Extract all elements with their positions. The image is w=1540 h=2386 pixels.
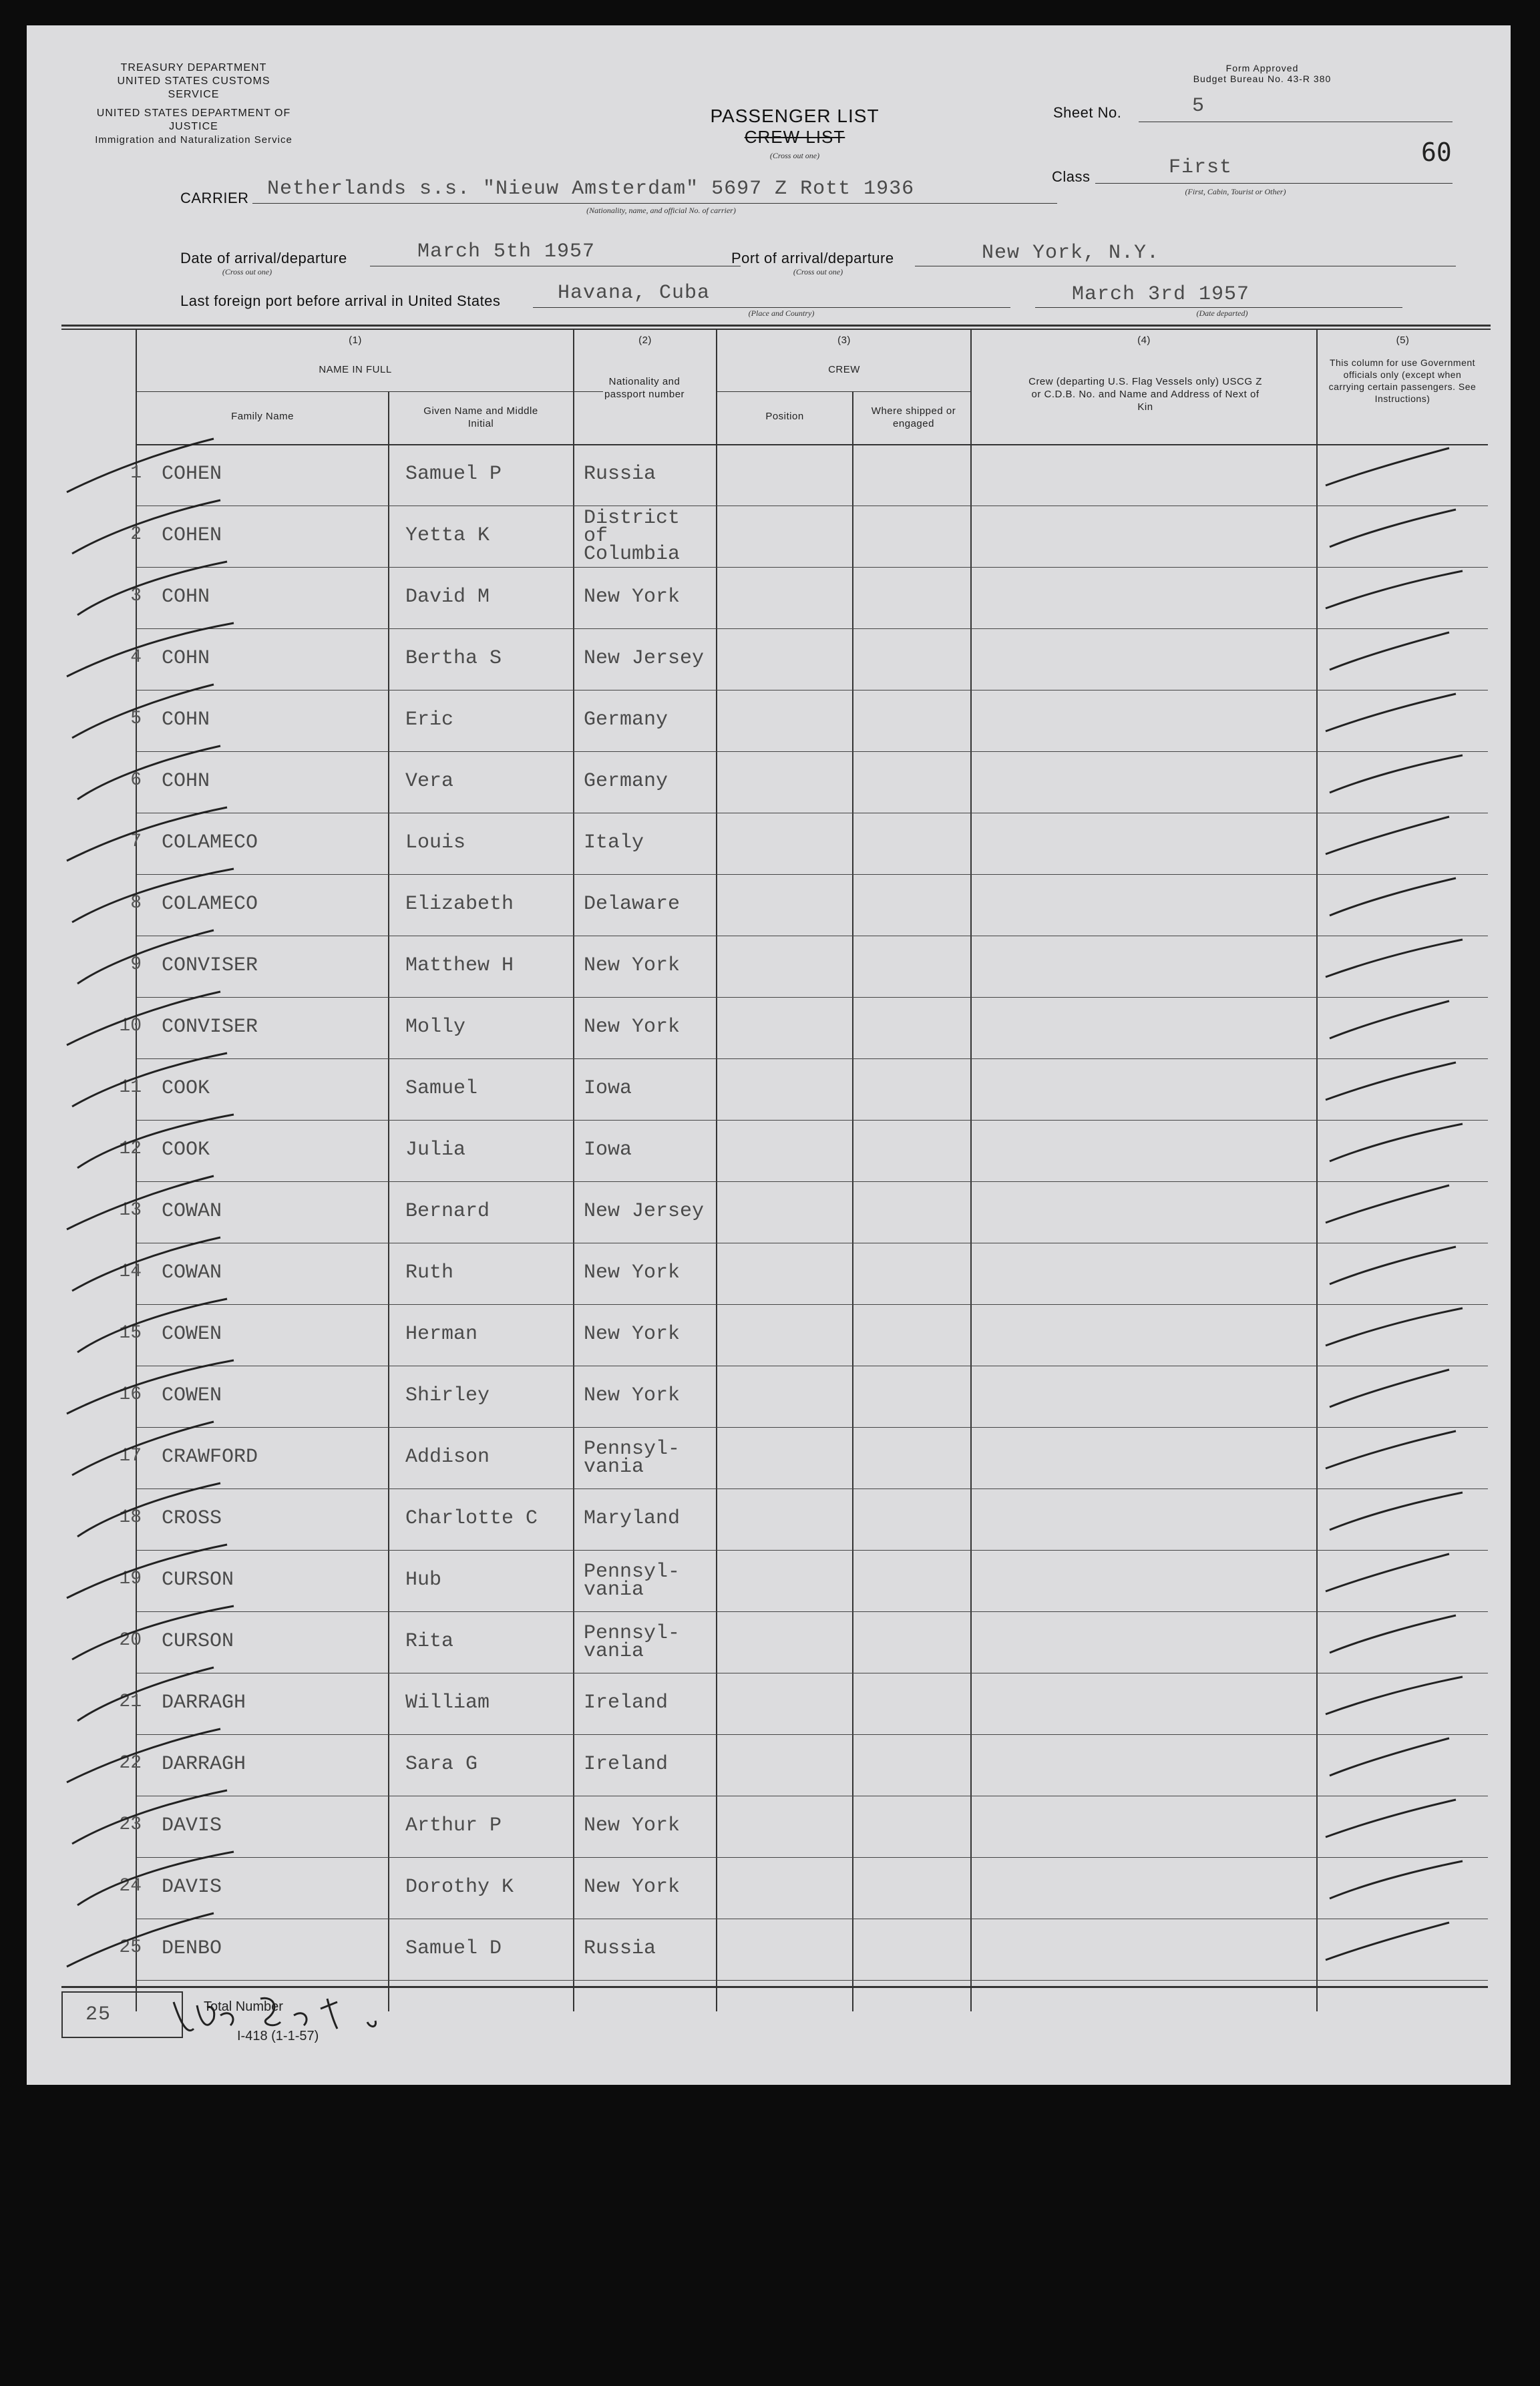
row-divider [137, 1488, 1488, 1489]
passenger-row [27, 1736, 1511, 1796]
row-divider [137, 874, 1488, 875]
form-title: PASSENGER LIST [710, 106, 880, 126]
passenger-row [27, 1551, 1511, 1612]
nationality: New York [584, 1016, 681, 1038]
row-divider [137, 1980, 1488, 1981]
passenger-row [27, 1183, 1511, 1243]
nationality: Germany [584, 709, 668, 731]
passenger-row [27, 1306, 1511, 1366]
nationality: Iowa [584, 1077, 632, 1100]
given-name: Samuel D [405, 1937, 502, 1960]
row-divider [137, 1734, 1488, 1735]
row-divider [137, 1304, 1488, 1305]
row-number: 22 [119, 1753, 142, 1774]
family-name: DAVIS [162, 1814, 222, 1837]
row-number: 1 [130, 463, 142, 483]
sheet-number: 5 [1192, 95, 1205, 118]
nationality: Ireland [584, 1753, 668, 1776]
row-divider [137, 1181, 1488, 1182]
nationality: District of Columbia [584, 507, 681, 566]
col1-number: (1) [349, 335, 362, 346]
row-number: 9 [130, 954, 142, 975]
arrival-hint: (Cross out one) [222, 267, 272, 276]
family-name: COHN [162, 709, 210, 731]
agency-line: TREASURY DEPARTMENT [120, 62, 267, 73]
arrival-label: Date of arrival/departure [180, 250, 347, 266]
row-number: 10 [119, 1016, 142, 1036]
given-name: Shirley [405, 1384, 490, 1407]
passenger-row [27, 998, 1511, 1059]
row-divider [137, 997, 1488, 998]
where-shipped-header: Where shipped or engaged [871, 405, 956, 429]
nationality: New Jersey [584, 647, 705, 670]
family-name: CURSON [162, 1569, 234, 1591]
class-hint: (First, Cabin, Tourist or Other) [1185, 187, 1286, 196]
position-header: Position [765, 411, 804, 422]
row-divider [137, 1120, 1488, 1121]
family-name: COWEN [162, 1384, 222, 1407]
carrier-value: Netherlands s.s. "Nieuw Amsterdam" 5697 Z Rott 1936 [267, 178, 915, 200]
row-number: 16 [119, 1384, 142, 1405]
family-name: COHEN [162, 524, 222, 547]
row-number: 6 [130, 770, 142, 791]
family-name: COLAMECO [162, 831, 258, 854]
nationality: Pennsyl- vania [584, 1561, 681, 1601]
row-number: 5 [130, 709, 142, 729]
departed-hint: (Date departed) [1196, 309, 1248, 318]
passenger-row [27, 1858, 1511, 1919]
row-divider [137, 751, 1488, 752]
nationality: Pennsyl- vania [584, 1622, 681, 1663]
given-name: Yetta K [405, 524, 490, 547]
family-name: COWEN [162, 1323, 222, 1346]
passenger-row [27, 1121, 1511, 1182]
col1-title: NAME IN FULL [319, 364, 392, 375]
given-name: Julia [405, 1139, 466, 1161]
given-name-header: Given Name and Middle Initial [423, 405, 538, 429]
family-name: CONVISER [162, 954, 258, 977]
family-name: DARRAGH [162, 1692, 246, 1714]
family-name: COWAN [162, 1261, 222, 1284]
nationality: Russia [584, 463, 656, 485]
nationality: New York [584, 1261, 681, 1284]
passenger-row [27, 753, 1511, 813]
given-name: Sara G [405, 1753, 478, 1776]
family-name: COHN [162, 770, 210, 793]
col2-title: Nationality and passport number [604, 376, 685, 400]
family-name: COHEN [162, 463, 222, 485]
carrier-label: CARRIER [180, 190, 249, 206]
given-name: David M [405, 586, 490, 608]
col3-title: CREW [828, 364, 860, 375]
row-number: 13 [119, 1200, 142, 1221]
sheet-label: Sheet No. [1053, 104, 1122, 121]
given-name: Ruth [405, 1261, 454, 1284]
given-name: Arthur P [405, 1814, 502, 1837]
family-name: CROSS [162, 1507, 222, 1530]
page-stamp: 60 [1421, 138, 1452, 167]
row-number: 19 [119, 1569, 142, 1589]
form-approved [1189, 63, 1336, 84]
row-divider [137, 1427, 1488, 1428]
nationality: Iowa [584, 1139, 632, 1161]
total-label: Total Number [204, 1999, 283, 2014]
nationality: New York [584, 954, 681, 977]
row-number: 2 [130, 524, 142, 545]
given-name: William [405, 1692, 490, 1714]
passenger-row [27, 1613, 1511, 1673]
row-number: 14 [119, 1261, 142, 1282]
nationality: Italy [584, 831, 644, 854]
family-name: CRAWFORD [162, 1446, 258, 1468]
given-name: Addison [405, 1446, 490, 1468]
agency-line: UNITED STATES CUSTOMS SERVICE [117, 75, 270, 100]
port-value: New York, N.Y. [982, 242, 1160, 264]
family-name: COOK [162, 1077, 210, 1100]
passenger-row [27, 630, 1511, 690]
nationality: New York [584, 1323, 681, 1346]
passenger-row [27, 1367, 1511, 1428]
nationality: New Jersey [584, 1200, 705, 1223]
passenger-row [27, 1428, 1511, 1489]
total-box [61, 1991, 183, 2038]
nationality: New York [584, 1384, 681, 1407]
nationality: Germany [584, 770, 668, 793]
nationality: Russia [584, 1937, 656, 1960]
nationality: Pennsyl- vania [584, 1438, 681, 1478]
given-name: Samuel P [405, 463, 502, 485]
passenger-row [27, 1797, 1511, 1858]
signature-scribble [167, 1982, 481, 2055]
agency-line: Immigration and Naturalization Service [95, 134, 293, 146]
last-port-hint: (Place and Country) [748, 309, 815, 318]
passenger-row [27, 814, 1511, 875]
row-number: 3 [130, 586, 142, 606]
given-name: Samuel [405, 1077, 478, 1100]
row-divider [137, 628, 1488, 629]
given-name: Matthew H [405, 954, 514, 977]
passenger-row [27, 1920, 1511, 1981]
row-number: 23 [119, 1814, 142, 1835]
col3-number: (3) [837, 335, 851, 346]
given-name: Charlotte C [405, 1507, 538, 1530]
row-number: 11 [119, 1077, 142, 1098]
departed-date: March 3rd 1957 [1072, 283, 1250, 306]
row-number: 15 [119, 1323, 142, 1344]
family-name: DENBO [162, 1937, 222, 1960]
given-name: Elizabeth [405, 893, 514, 916]
passenger-row [27, 1060, 1511, 1121]
family-name: COLAMECO [162, 893, 258, 916]
form-number: I-418 (1-1-57) [237, 2029, 319, 2043]
passenger-row [27, 1674, 1511, 1735]
row-number: 17 [119, 1446, 142, 1466]
given-name: Bertha S [405, 647, 502, 670]
carrier-hint: (Nationality, name, and official No. of carrier) [586, 206, 736, 215]
passenger-row [27, 1244, 1511, 1305]
given-name: Bernard [405, 1200, 490, 1223]
given-name: Dorothy K [405, 1876, 514, 1899]
row-divider [137, 567, 1488, 568]
class-value: First [1169, 156, 1233, 179]
port-hint: (Cross out one) [793, 267, 843, 276]
nationality: Delaware [584, 893, 681, 916]
col2-number: (2) [638, 335, 652, 346]
nationality: New York [584, 586, 681, 608]
family-name: CURSON [162, 1630, 234, 1653]
row-divider [137, 1857, 1488, 1858]
col4-number: (4) [1137, 335, 1151, 346]
given-name: Herman [405, 1323, 478, 1346]
agency-line: UNITED STATES DEPARTMENT OF JUSTICE [96, 108, 291, 132]
last-port-label: Last foreign port before arrival in United States [180, 292, 501, 309]
row-number: 20 [119, 1630, 142, 1651]
family-name: COOK [162, 1139, 210, 1161]
given-name: Eric [405, 709, 454, 731]
passenger-row [27, 568, 1511, 629]
row-number: 4 [130, 647, 142, 668]
family-name: DAVIS [162, 1876, 222, 1899]
budget-bureau-text: Budget Bureau No. 43-R 380 [1193, 73, 1332, 84]
crew-list-crossed: CREW LIST [744, 127, 845, 147]
nationality: New York [584, 1814, 681, 1837]
cross-out-hint: (Cross out one) [769, 151, 820, 160]
form-approved-text: Form Approved [1225, 63, 1299, 73]
given-name: Molly [405, 1016, 466, 1038]
family-name-header: Family Name [231, 411, 294, 422]
row-number: 21 [119, 1692, 142, 1712]
passenger-row [27, 875, 1511, 936]
given-name: Hub [405, 1569, 442, 1591]
family-name: COWAN [162, 1200, 222, 1223]
family-name: COHN [162, 586, 210, 608]
total-count: 25 [85, 2003, 112, 2026]
passenger-row [27, 691, 1511, 752]
nationality: Ireland [584, 1692, 668, 1714]
passenger-row [27, 507, 1511, 568]
family-name: DARRAGH [162, 1753, 246, 1776]
row-number: 25 [119, 1937, 142, 1958]
given-name: Louis [405, 831, 466, 854]
row-number: 18 [119, 1507, 142, 1528]
passenger-row [27, 1490, 1511, 1551]
col4-title: Crew (departing U.S. Flag Vessels only) USCG Z or C.D.B. No. and Name and Address of Next of Kin [1028, 376, 1262, 413]
row-divider [137, 1550, 1488, 1551]
agency-block [93, 61, 294, 147]
given-name: Vera [405, 770, 454, 793]
row-divider [137, 1611, 1488, 1612]
col5-title: This column for use Government officials only (except when carrying certain passengers. See Instructions) [1328, 357, 1477, 404]
family-name: CONVISER [162, 1016, 258, 1038]
row-number: 24 [119, 1876, 142, 1897]
given-name: Rita [405, 1630, 454, 1653]
port-label: Port of arrival/departure [731, 250, 894, 266]
manifest-sheet [27, 25, 1511, 2085]
nationality: New York [584, 1876, 681, 1899]
row-divider [137, 1058, 1488, 1059]
col5-number: (5) [1396, 335, 1410, 346]
class-label: Class [1052, 168, 1091, 185]
passenger-row [27, 445, 1511, 506]
last-port-value: Havana, Cuba [558, 282, 711, 305]
row-number: 7 [130, 831, 142, 852]
row-number: 8 [130, 893, 142, 914]
family-name: COHN [162, 647, 210, 670]
passenger-row [27, 937, 1511, 998]
row-number: 12 [119, 1139, 142, 1159]
arrival-date: March 5th 1957 [417, 240, 596, 263]
nationality: Maryland [584, 1507, 681, 1530]
